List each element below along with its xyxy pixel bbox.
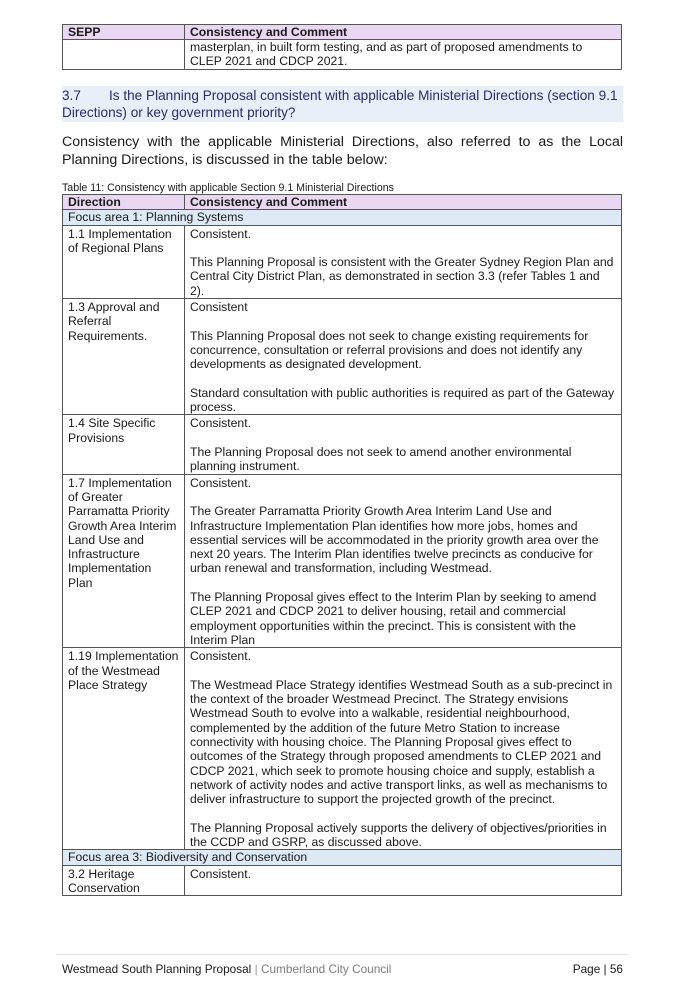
consistency-status: Consistent. [190, 226, 251, 241]
focus-area-row [63, 210, 622, 225]
direction-cell: 1.7 Implementation of Greater Parramatta Priority Growth Area Interim Land Use and Infrastructure Implementation Plan [63, 474, 185, 648]
table-row [63, 648, 622, 850]
direction-cell: 1.3 Approval and Referral Requirements. [63, 299, 185, 415]
comment-cell [185, 299, 622, 415]
comment-paragraph: Standard consultation with public authorities is required as part of the Gateway process. [190, 385, 615, 415]
section-title: Is the Planning Proposal consistent with applicable Ministerial Directions (section 9.1 Directions) or key government priority? [62, 88, 618, 120]
consistency-status: Consistent. [190, 866, 251, 881]
sepp-cell [63, 40, 185, 70]
table-row [63, 415, 622, 474]
column-header-consistency: Consistency and Comment [185, 195, 622, 210]
comment-cell [185, 648, 622, 850]
comment-cell [185, 865, 622, 896]
direction-cell: 1.19 Implementation of the Westmead Place Strategy [63, 648, 185, 850]
table-row [63, 474, 622, 648]
comment-cell [185, 415, 622, 474]
consistency-status: Consistent [190, 300, 248, 315]
ministerial-directions-table [62, 194, 622, 896]
section-heading [62, 86, 623, 122]
direction-cell: 1.1 Implementation of Regional Plans [63, 225, 185, 298]
comment-paragraph: The Greater Parramatta Priority Growth Area Interim Land Use and Infrastructure Implementation Plan identifies how more jobs, homes and essential services will be accommodated in the priority growth area over the next 20 years. The Interim Plan identifies twelve precincts as conducive for urban renewal and transformation, including Westmead. [190, 504, 599, 576]
table-row [63, 299, 622, 415]
footer-divider [56, 954, 628, 955]
comment-paragraph: The Planning Proposal actively supports the delivery of objectives/priorities in the CCDP and GSRP, as discussed above. [190, 820, 607, 850]
consistency-status: Consistent. [190, 475, 251, 490]
page-footer [62, 962, 623, 976]
comment-cell [185, 225, 622, 298]
intro-paragraph: Consistency with the applicable Ministerial Directions, also referred to as the Local Planning Directions, is discussed in the table below: [62, 134, 623, 168]
footer-separator: | [254, 962, 258, 976]
direction-cell: 3.2 Heritage Conservation [63, 865, 185, 896]
comment-cell: masterplan, in built form testing, and as part of proposed amendments to CLEP 2021 and CDCP 2021. [185, 40, 622, 70]
table-header-row [63, 195, 622, 210]
comment-paragraph: The Westmead Place Strategy identifies Westmead South as a sub-precinct in the context of the broader Westmead Precinct. The Strategy envisions Westmead South to evolve into a walkable, residential neighbourhood, complemented by the addition of the future Metro Station to increase connectivity with housing choice. The Planning Proposal gives effect to outcomes of the Strategy through proposed amendments to CLEP 2021 and CDCP 2021, which seek to promote housing choice and supply, establish a network of activity nodes and active transport links, as well as mechanisms to deliver infrastructure to support the projected growth of the precinct. [190, 677, 613, 807]
column-header-consistency: Consistency and Comment [185, 25, 622, 40]
focus-area-row [63, 850, 622, 865]
consistency-status: Consistent. [190, 416, 251, 431]
consistency-status: Consistent. [190, 649, 251, 664]
comment-paragraph: This Planning Proposal is consistent with the Greater Sydney Region Plan and Central City District Plan, as demonstrated in section 3.3 (refer Tables 1 and 2). [190, 255, 614, 298]
comment-cell [185, 474, 622, 648]
table-row [63, 40, 622, 70]
footer-document-title: Westmead South Planning Proposal [62, 962, 252, 976]
table-row [63, 865, 622, 896]
focus-area-label: Focus area 3: Biodiversity and Conservation [63, 850, 622, 865]
comment-paragraph: The Planning Proposal gives effect to the Interim Plan by seeking to amend CLEP 2021 and CDCP 2021 to deliver housing, retail and commercial employment opportunities within the precinct. This is consistent with the Interim Plan [190, 590, 597, 647]
column-header-sepp: SEPP [63, 25, 185, 40]
direction-cell: 1.4 Site Specific Provisions [63, 415, 185, 474]
comment-paragraph: This Planning Proposal does not seek to change existing requirements for concurrence, consultation or referral provisions and does not identify any developments as designated development. [190, 328, 589, 372]
footer-council-name: Cumberland City Council [260, 962, 392, 976]
table-header-row [63, 25, 622, 40]
comment-paragraph: The Planning Proposal does not seek to amend another environmental planning instrument. [190, 445, 572, 474]
sepp-table-continued [62, 24, 622, 70]
column-header-direction: Direction [63, 195, 185, 210]
table-row [63, 225, 622, 298]
focus-area-label: Focus area 1: Planning Systems [63, 210, 622, 225]
section-number: 3.7 [62, 88, 81, 103]
page-number: Page | 56 [572, 962, 623, 976]
table-caption: Table 11: Consistency with applicable Section 9.1 Ministerial Directions [62, 182, 394, 194]
